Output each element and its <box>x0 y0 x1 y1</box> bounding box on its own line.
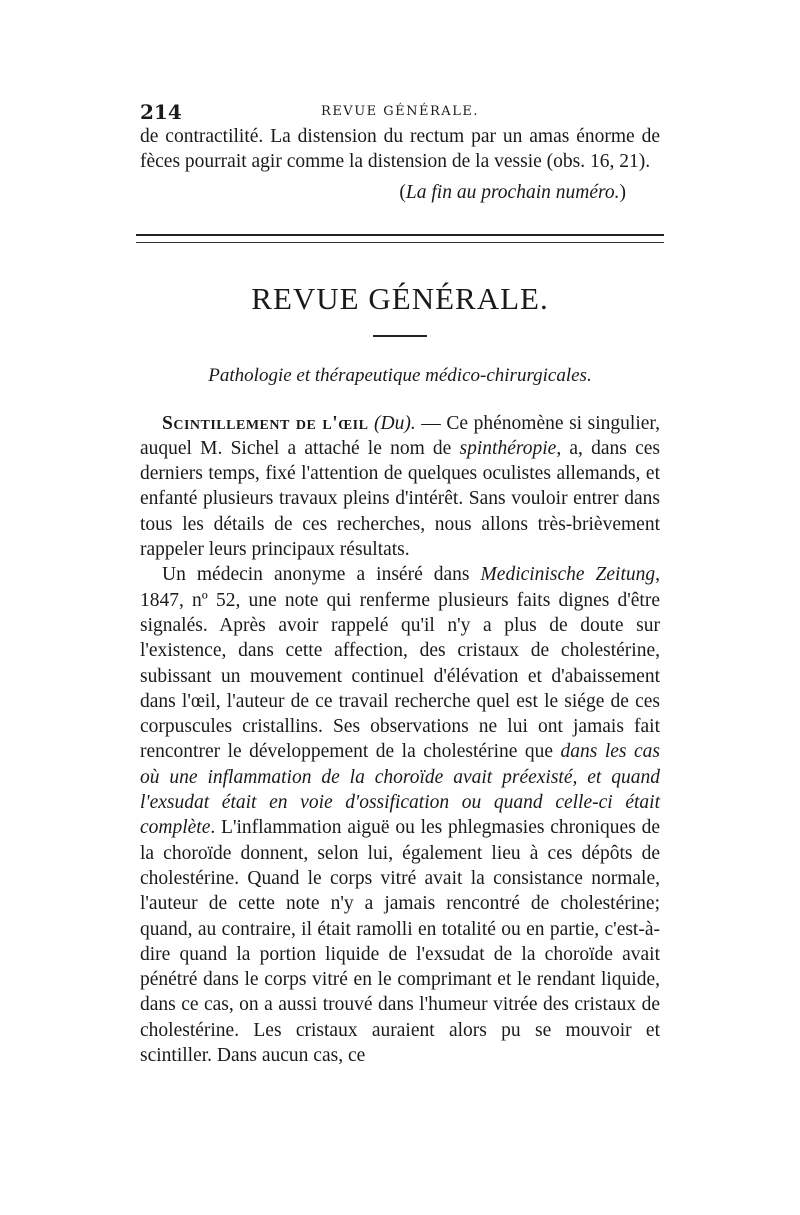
paragraph-2-part-b: , 1847, nº 52, une note qui renferme plusieurs faits dignes d'être signalés. Après avoir rappelé qu'il n'y a plus de doute sur l'existence, dans cette affection, des cristaux de cholestérine, subissant un mouvement continuel d'élévation et d'abaissement dans l'œil, l'auteur de ce travail recherche quel est le siége de ces corpuscules cristallins. Ses observations ne lui ont jamais fait rencontrer le développement de la cholestérine que <box>140 564 660 763</box>
running-title: REVUE GÉNÉRALE. <box>321 104 479 119</box>
page-number: 214 <box>140 100 182 124</box>
running-head <box>136 96 664 124</box>
term-spintheropie: spinthéropie <box>459 437 557 459</box>
paragraph-1-part-b: , a, dans ces derniers temps, fixé l'attention de quelques oculistes allemands, et enfanté plusieurs travaux pleins d'intérêt. Sans vouloir entrer dans tous les détails de ces recherches, nous allons très-brièvement rappeler leurs principaux résultats. <box>140 437 660 561</box>
paragraph-2 <box>140 562 660 1068</box>
book-page <box>136 96 664 1068</box>
paragraph-2-part-a: Un médecin anonyme a inséré dans <box>162 564 481 586</box>
title-rule <box>373 335 427 337</box>
journal-name: Medicinische Zeitung <box>480 564 656 586</box>
article-heading: Scintillement de l'œil <box>162 412 369 434</box>
article-heading-author: (Du). <box>374 412 416 434</box>
article-body <box>136 411 664 1069</box>
continued-note: (La fin au prochain numéro.) <box>399 181 626 203</box>
previous-article-ending <box>136 124 664 175</box>
emphasized-finding: dans les cas où une inflammation de la choroïde avait préexisté, et quand l'exsudat était en voie d'ossification ou quand celle-ci était complète <box>140 741 660 839</box>
section-divider <box>136 234 664 243</box>
continued-note-text: La fin au prochain numéro. <box>405 181 620 203</box>
paragraph-2-part-c: . L'inflammation aiguë ou les phlegmasies chroniques de la choroïde donnent, selon lui, également lieu à ces dépôts de cholestérine. Quand le corps vitré avait la consistance normale, l'auteur de cette note n'y a jamais rencontré de cholestérine; quand, au contraire, il était ramolli en totalité ou en partie, c'est-à-dire quand la portion liquide de l'exsudat de la choroïde avait pénétré dans le corps vitré en le comprimant et le rendant liquide, dans ce cas, on a aussi trouvé dans l'humeur vitrée des cristaux de cholestérine. Les cristaux auraient alors pu se mouvoir et scintiller. Dans aucun cas, ce <box>140 817 660 1067</box>
previous-article-text: de contractilité. La distension du rectum par un amas énorme de fèces pourrait agir comme la distension de la vessie (obs. 16, 21). <box>140 126 660 173</box>
section-subtitle: Pathologie et thérapeutique médico-chirurgicales. <box>208 364 592 386</box>
paragraph-1-part-a: — Ce phénomène si singulier, auquel M. Sichel a attaché le nom de <box>140 412 660 459</box>
paragraph-1 <box>140 411 660 563</box>
section-title: REVUE GÉNÉRALE. <box>251 280 549 316</box>
